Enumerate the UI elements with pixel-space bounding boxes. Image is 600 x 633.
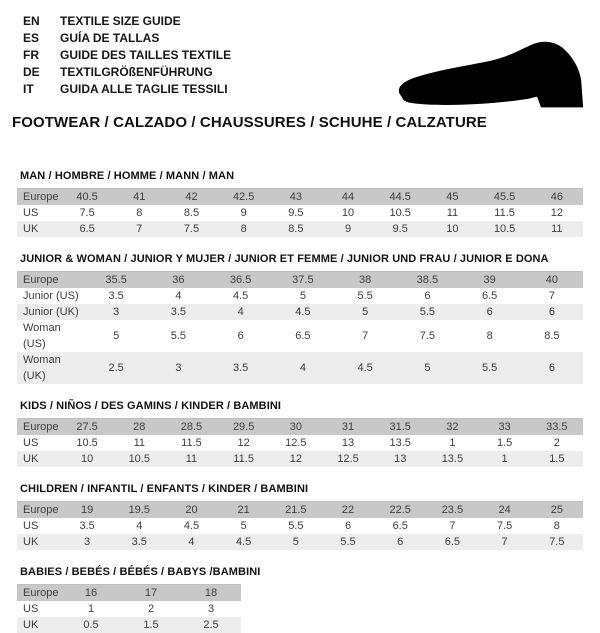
- size-value-cell: 17: [121, 585, 181, 602]
- size-value-cell: 44: [322, 189, 374, 206]
- section-title: MAN / HOMBRE / HOMME / MANN / MAN: [20, 170, 235, 182]
- size-value-cell: 1.5: [531, 451, 583, 467]
- size-value-cell: 1: [449, 437, 456, 449]
- size-value-cell: 42.5: [218, 189, 270, 206]
- size-value-cell: 8.5: [183, 207, 200, 219]
- section-title: KIDS / NIÑOS / DES GAMINS / KINDER / BAMBINI: [20, 400, 282, 412]
- size-value-cell: 5: [240, 520, 247, 532]
- size-value-cell: 37.5: [272, 272, 334, 289]
- size-value-cell: 1: [479, 451, 531, 467]
- size-value-cell: 2.5: [85, 352, 147, 384]
- size-value-cell: 43: [270, 189, 322, 206]
- size-value-cell: 11: [133, 437, 145, 449]
- size-value-cell: 7: [362, 330, 369, 342]
- size-value-cell: 11: [446, 207, 459, 219]
- size-value-cell: 5.5: [357, 290, 373, 302]
- size-value-cell: 23.5: [426, 502, 478, 519]
- language-label: GUIDA ALLE TAGLIE TESSILI: [60, 82, 228, 96]
- size-value-cell: 3: [85, 304, 147, 320]
- size-sections: [17, 170, 600, 633]
- size-value-cell: 13: [374, 451, 426, 467]
- table-row: [17, 221, 583, 237]
- size-value-cell: 7: [548, 290, 555, 302]
- table-row: [17, 352, 583, 384]
- row-label-cell: Woman (US): [23, 322, 61, 350]
- size-value-cell: 6.5: [61, 221, 113, 237]
- section-title: JUNIOR & WOMAN / JUNIOR Y MUJER / JUNIOR ET FEMME / JUNIOR UND FRAU / JUNIOR E DONA: [20, 253, 549, 265]
- size-value-cell: 1.5: [121, 617, 181, 633]
- size-value-cell: 36.5: [210, 272, 272, 289]
- size-value-cell: 38.5: [396, 272, 458, 289]
- size-value-cell: 6.5: [392, 520, 408, 532]
- size-value-cell: 8: [218, 221, 270, 237]
- size-value-cell: 9: [322, 221, 374, 237]
- size-value-cell: 3.5: [147, 304, 209, 320]
- size-value-cell: 11.5: [181, 437, 202, 449]
- table-row: [17, 288, 583, 304]
- size-value-cell: 3.5: [113, 534, 165, 550]
- table-row: [17, 502, 583, 519]
- size-table: [17, 501, 583, 550]
- size-value-cell: 22.5: [374, 502, 426, 519]
- size-value-cell: 10: [426, 221, 478, 237]
- size-value-cell: 40: [521, 272, 583, 289]
- size-value-cell: 7.5: [419, 330, 436, 342]
- row-label-cell: UK: [17, 451, 61, 467]
- size-table: [17, 271, 583, 384]
- size-value-cell: 6.5: [295, 330, 311, 342]
- size-table: [17, 418, 583, 467]
- size-value-cell: 4: [136, 520, 143, 532]
- size-value-cell: 6: [521, 304, 583, 320]
- size-value-cell: 2.5: [181, 617, 241, 633]
- size-value-cell: 24: [479, 502, 531, 519]
- size-value-cell: 7.5: [531, 534, 583, 550]
- size-value-cell: 12: [550, 207, 563, 219]
- size-table: [17, 584, 241, 633]
- size-value-cell: 8.5: [544, 330, 560, 342]
- size-value-cell: 10.5: [389, 207, 411, 219]
- size-value-cell: 7: [113, 221, 165, 237]
- size-value-cell: 46: [531, 189, 583, 206]
- table-row: [17, 189, 583, 206]
- size-value-cell: 6: [424, 290, 431, 302]
- size-value-cell: 13.5: [426, 451, 478, 467]
- size-value-cell: 35.5: [85, 272, 147, 289]
- size-value-cell: 1.5: [496, 437, 513, 449]
- size-value-cell: 40.5: [61, 189, 113, 206]
- size-value-cell: 28.5: [165, 419, 217, 436]
- size-value-cell: 8: [486, 330, 493, 342]
- row-label-cell: UK: [17, 221, 61, 237]
- size-value-cell: 9.5: [374, 221, 426, 237]
- size-value-cell: 13.5: [389, 437, 411, 449]
- size-value-cell: 9: [240, 207, 247, 219]
- size-value-cell: 11: [165, 451, 217, 467]
- size-value-cell: 25: [531, 502, 583, 519]
- section-title: BABIES / BEBÉS / BÉBÉS / BABYS /BAMBINI: [20, 566, 261, 578]
- row-label-cell: Europe: [17, 502, 61, 519]
- size-value-cell: 11.5: [218, 451, 270, 467]
- size-value-cell: 21: [218, 502, 270, 519]
- size-value-cell: 5.5: [459, 352, 521, 384]
- language-label: GUÍA DE TALLAS: [60, 31, 160, 45]
- size-value-cell: 27.5: [61, 419, 113, 436]
- size-value-cell: 18: [181, 585, 241, 602]
- language-label: GUIDE DES TAILLES TEXTILE: [60, 48, 232, 62]
- language-code: IT: [23, 82, 34, 96]
- size-value-cell: 44.5: [374, 189, 426, 206]
- size-value-cell: 10.5: [76, 437, 98, 449]
- size-value-cell: 4: [210, 304, 272, 320]
- row-label-cell: Woman (UK): [17, 352, 85, 384]
- row-label-cell: Europe: [17, 419, 61, 436]
- size-value-cell: 5: [270, 534, 322, 550]
- size-guide-page: [0, 13, 600, 631]
- size-value-cell: 32: [426, 419, 478, 436]
- size-value-cell: 4.5: [218, 534, 270, 550]
- size-value-cell: 7: [449, 520, 456, 532]
- language-code: DE: [23, 65, 40, 79]
- size-value-cell: 13: [341, 437, 355, 449]
- size-value-cell: 22: [322, 502, 374, 519]
- size-value-cell: 3.5: [210, 352, 272, 384]
- size-value-cell: 19: [61, 502, 113, 519]
- size-value-cell: 2: [147, 603, 155, 615]
- size-value-cell: 12: [270, 451, 322, 467]
- size-value-cell: 8.5: [270, 221, 322, 237]
- size-value-cell: 36: [147, 272, 209, 289]
- language-row: [23, 13, 600, 30]
- size-value-cell: 3: [147, 352, 209, 384]
- size-value-cell: 30: [270, 419, 322, 436]
- size-value-cell: 6.5: [426, 534, 478, 550]
- language-code: EN: [23, 14, 40, 28]
- language-label: TEXTILGRÖßENFÜHRUNG: [60, 65, 213, 79]
- size-value-cell: 33: [479, 419, 531, 436]
- row-label-cell: US: [23, 207, 39, 219]
- size-value-cell: 11.5: [494, 207, 515, 219]
- size-value-cell: 5: [299, 290, 306, 302]
- dress-shoe-icon: [393, 39, 589, 119]
- size-value-cell: 2: [553, 437, 560, 449]
- size-value-cell: 6: [237, 330, 244, 342]
- size-value-cell: 0.5: [61, 617, 121, 633]
- size-value-cell: 4: [165, 534, 217, 550]
- size-value-cell: 1: [87, 603, 95, 615]
- size-value-cell: 5: [334, 304, 396, 320]
- table-row: [17, 272, 583, 289]
- size-value-cell: 10.5: [113, 451, 165, 467]
- table-row: [17, 320, 583, 352]
- language-code: FR: [23, 48, 39, 62]
- size-value-cell: 8: [136, 207, 143, 219]
- size-table: [17, 188, 583, 237]
- size-value-cell: 4.5: [272, 304, 334, 320]
- size-value-cell: 6: [344, 520, 352, 532]
- size-value-cell: 7.5: [79, 207, 95, 219]
- size-value-cell: 5.5: [170, 330, 187, 342]
- size-value-cell: 5: [396, 352, 458, 384]
- table-row: [17, 419, 583, 436]
- table-row: [17, 617, 241, 633]
- size-value-cell: 10.5: [479, 221, 531, 237]
- row-label-cell: US: [23, 437, 39, 449]
- size-value-cell: 10: [61, 451, 113, 467]
- size-value-cell: 8: [553, 520, 560, 532]
- size-value-cell: 6: [459, 304, 521, 320]
- table-row: [17, 534, 583, 550]
- section-title: CHILDREN / INFANTIL / ENFANTS / KINDER / BAMBINI: [20, 483, 309, 495]
- size-value-cell: 5.5: [288, 520, 304, 532]
- size-value-cell: 12.5: [322, 451, 374, 467]
- size-value-cell: 11: [531, 221, 583, 237]
- size-value-cell: 7.5: [496, 520, 513, 532]
- size-value-cell: 10: [341, 207, 355, 219]
- size-value-cell: 6: [521, 352, 583, 384]
- size-value-cell: 12: [237, 437, 250, 449]
- row-label-cell: Europe: [17, 585, 61, 602]
- size-value-cell: 7: [479, 534, 531, 550]
- size-value-cell: 31: [322, 419, 374, 436]
- row-label-cell: Europe: [17, 272, 85, 289]
- size-value-cell: 4.5: [183, 520, 200, 532]
- size-value-cell: 41: [113, 189, 165, 206]
- size-value-cell: 3: [207, 603, 215, 615]
- size-value-cell: 9.5: [288, 207, 304, 219]
- table-row: [17, 601, 241, 617]
- row-label-cell: US: [23, 603, 39, 615]
- size-value-cell: 21.5: [270, 502, 322, 519]
- size-value-cell: 5: [113, 330, 120, 342]
- table-row: [17, 435, 583, 451]
- row-label-cell: Junior (UK): [17, 304, 85, 320]
- size-value-cell: 6: [374, 534, 426, 550]
- size-value-cell: 19.5: [113, 502, 165, 519]
- table-row: [17, 585, 241, 602]
- size-value-cell: 3.5: [108, 290, 124, 302]
- size-value-cell: 4.5: [232, 290, 249, 302]
- size-value-cell: 5.5: [322, 534, 374, 550]
- language-code: ES: [23, 31, 40, 45]
- size-value-cell: 4.5: [334, 352, 396, 384]
- size-value-cell: 4: [175, 290, 182, 302]
- size-value-cell: 33.5: [531, 419, 583, 436]
- size-value-cell: 4: [272, 352, 334, 384]
- table-row: [17, 304, 583, 320]
- size-section: [17, 170, 600, 237]
- language-label: TEXTILE SIZE GUIDE: [60, 14, 181, 28]
- size-value-cell: 20: [165, 502, 217, 519]
- size-value-cell: 12.5: [285, 437, 307, 449]
- row-label-cell: Junior (US): [23, 290, 79, 302]
- size-section: [17, 253, 600, 384]
- category-title: FOOTWEAR / CALZADO / CHAUSSURES / SCHUHE / CALZATURE: [12, 114, 487, 131]
- table-row: [17, 451, 583, 467]
- size-value-cell: 45: [426, 189, 478, 206]
- size-section: [17, 483, 600, 550]
- row-label-cell: UK: [17, 617, 61, 633]
- size-value-cell: 39: [459, 272, 521, 289]
- size-value-cell: 29.5: [218, 419, 270, 436]
- size-value-cell: 45.5: [479, 189, 531, 206]
- row-label-cell: Europe: [17, 189, 61, 206]
- size-value-cell: 7.5: [165, 221, 217, 237]
- size-value-cell: 28: [113, 419, 165, 436]
- size-value-cell: 31.5: [374, 419, 426, 436]
- size-value-cell: 6.5: [481, 290, 498, 302]
- size-value-cell: 5.5: [396, 304, 458, 320]
- table-row: [17, 205, 583, 221]
- row-label-cell: US: [23, 520, 39, 532]
- table-row: [17, 518, 583, 534]
- size-value-cell: 42: [165, 189, 217, 206]
- size-section: [17, 400, 600, 467]
- size-value-cell: 3.5: [79, 520, 95, 532]
- size-value-cell: 38: [334, 272, 396, 289]
- row-label-cell: UK: [17, 534, 61, 550]
- size-value-cell: 16: [61, 585, 121, 602]
- size-value-cell: 3: [61, 534, 113, 550]
